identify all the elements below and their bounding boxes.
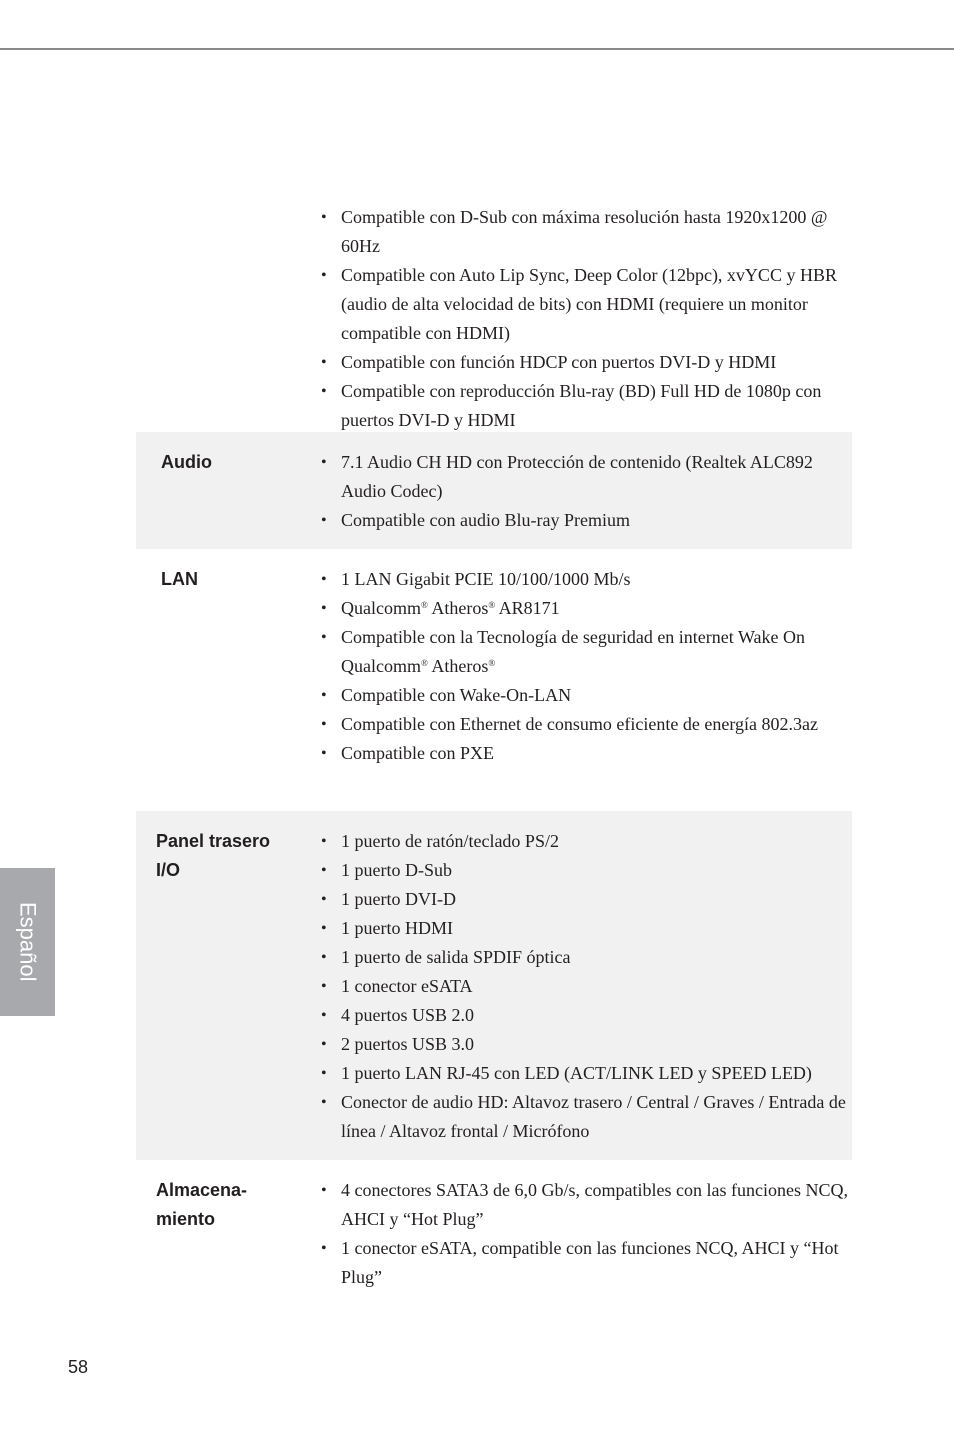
registered-mark: ® <box>488 600 496 610</box>
spec-table <box>136 203 852 1307</box>
spec-row-graphics <box>136 203 852 432</box>
list-item: • 1 conector eSATA, compatible con las funciones NCQ, AHCI y “Hot Plug” <box>341 1234 852 1292</box>
spec-row-lan <box>136 549 852 811</box>
list-item <box>341 623 852 681</box>
list-item: • Compatible con reproducción Blu-ray (BD) Full HD de 1080p con puertos DVI-D y HDMI <box>341 377 852 435</box>
spec-row-audio <box>136 432 852 549</box>
header-rule <box>0 48 954 50</box>
row-label-lan: LAN <box>161 569 198 589</box>
brand-atheros: Atheros <box>427 656 489 676</box>
brand-atheros: Atheros <box>427 598 489 618</box>
list-item: • Compatible con función HDCP con puertos DVI-D y HDMI <box>341 348 852 377</box>
list-item: • 4 conectores SATA3 de 6,0 Gb/s, compatibles con las funciones NCQ, AHCI y “Hot Plug” <box>341 1176 852 1234</box>
list-item: • 1 puerto de salida SPDIF óptica <box>341 943 852 972</box>
spec-row-storage <box>136 1160 852 1307</box>
list-item: • 1 LAN Gigabit PCIE 10/100/1000 Mb/s <box>341 565 852 594</box>
list-item: • Compatible con Wake-On-LAN <box>341 681 852 710</box>
list-item: • Compatible con audio Blu-ray Premium <box>341 506 852 535</box>
row-label-line: I/O <box>156 860 181 880</box>
row-label-line: Panel trasero <box>156 831 271 851</box>
list-item: • Compatible con PXE <box>341 739 852 768</box>
list-item: • Compatible con Ethernet de consumo eficiente de energía 802.3az <box>341 710 852 739</box>
list-item: • 1 puerto LAN RJ-45 con LED (ACT/LINK LED y SPEED LED) <box>341 1059 852 1088</box>
registered-mark: ® <box>420 658 428 668</box>
list-item: • 1 puerto DVI-D <box>341 885 852 914</box>
registered-mark: ® <box>488 658 496 668</box>
brand-qualcomm: Qualcomm <box>341 598 421 618</box>
list-item: • Compatible con D-Sub con máxima resolución hasta 1920x1200 @ 60Hz <box>341 203 852 261</box>
graphics-list <box>136 203 852 435</box>
list-item: • 2 puertos USB 3.0 <box>341 1030 852 1059</box>
list-item: • 1 conector eSATA <box>341 972 852 1001</box>
registered-mark: ® <box>420 600 428 610</box>
chip-model: AR8171 <box>495 598 560 618</box>
list-item: • 1 puerto de ratón/teclado PS/2 <box>341 827 852 856</box>
list-item: • Conector de audio HD: Altavoz trasero / Central / Graves / Entrada de línea / Altavoz frontal / Micrófono <box>341 1088 852 1146</box>
lan-list <box>136 565 852 768</box>
list-item: • Compatible con Auto Lip Sync, Deep Color (12bpc), xvYCC y HBR (audio de alta velocidad de bits) con HDMI (requiere un monitor compatible con HDMI) <box>341 261 852 348</box>
wake-text: Compatible con la Tecnología de seguridad en internet Wake On Qualcomm <box>341 627 805 676</box>
page-number: 58 <box>68 1357 89 1377</box>
language-tab-label: Español <box>15 902 41 982</box>
list-item: • 1 puerto HDMI <box>341 914 852 943</box>
list-item: • 1 puerto D-Sub <box>341 856 852 885</box>
row-label-line: Almacena- <box>156 1180 248 1200</box>
row-label-line: miento <box>156 1209 216 1229</box>
spec-row-rear-io <box>136 811 852 1160</box>
list-item <box>341 594 852 623</box>
row-label-audio: Audio <box>161 452 212 472</box>
row-label-storage <box>156 1176 296 1234</box>
language-tab <box>0 868 55 1016</box>
row-label-rear-io <box>156 827 296 885</box>
list-item: • 7.1 Audio CH HD con Protección de contenido (Realtek ALC892 Audio Codec) <box>341 448 852 506</box>
list-item: • 4 puertos USB 2.0 <box>341 1001 852 1030</box>
